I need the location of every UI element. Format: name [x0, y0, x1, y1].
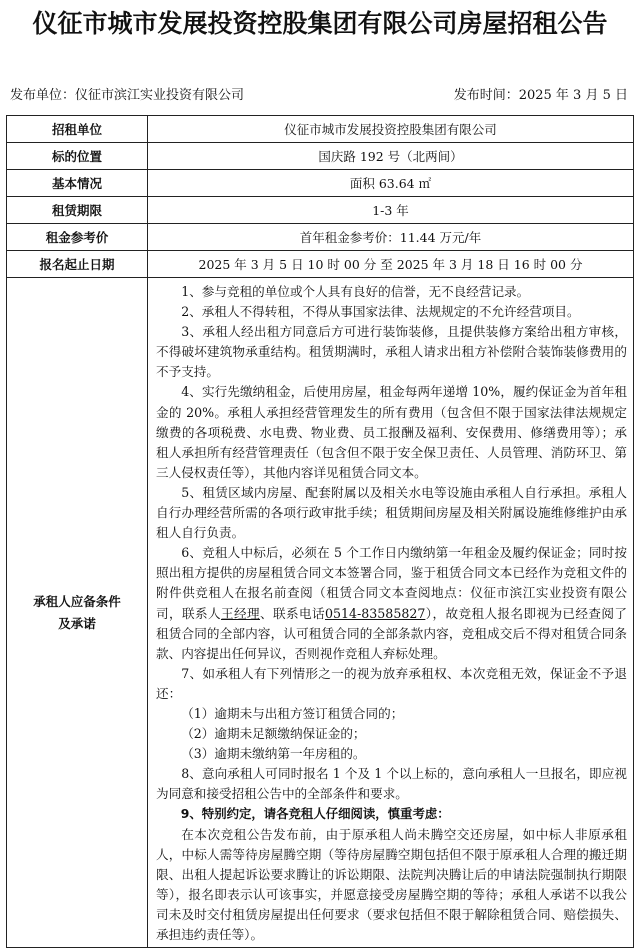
terms-row: [7, 278, 634, 948]
row-value: 2025 年 3 月 5 日 10 时 00 分 至 2025 年 3 月 18 日 16 时 00 分: [148, 251, 634, 278]
terms-label-line: 及承诺: [58, 615, 96, 631]
table-row: [7, 224, 634, 251]
term-paragraph: 4、实行先缴纳租金，后使用房屋，租金每两年递增 10%，履约保证金为首年租金的 20%。承租人承担经营管理发生的所有费用（包含但不限于国家法律法规规定缴费的各项税费、水电费、物业费、员工报酬及福利、安保费用、修缮费用等）；承租人承担所有经营管理责任（包含但不限于安全保卫责任、人员管理、消防环卫、第三人侵权责任等），其他内容详见租赁合同文本。: [156, 384, 627, 480]
row-label: 租金参考价: [7, 224, 148, 251]
row-label: 报名起止日期: [7, 251, 148, 278]
term-paragraph: 1、参与竞租的单位或个人具有良好的信誉，无不良经营记录。: [181, 284, 530, 299]
terms-label-line: 承租人应备条件: [33, 593, 121, 609]
row-label: 租赁期限: [7, 197, 148, 224]
term-sub-item: （3）逾期未缴纳第一年房租的。: [181, 746, 366, 762]
term-paragraph: 8、意向承租人可同时报名 1 个及 1 个以上标的，意向承租人一旦报名，即应视为同意和接受招租公告中的全部条件和要求。: [156, 766, 627, 802]
term-text: 6、竞租人中标后，必须在 5 个工作日内缴纳第一年租金及履约保证金；同时按照出租方提供的房屋租赁合同文本签署合同，鉴于租赁合同文本已经作为竞租文件的附件供竞租人在报名前查阅（租赁合同文本查阅地点：仪征市滨江实业投资有限公司，联系人: [156, 545, 627, 621]
contact-person: 王经理: [220, 605, 260, 621]
term-sub-item: （1）逾期未与出租方签订租赁合同的；: [181, 705, 404, 721]
table-row: [7, 251, 634, 278]
terms-content: [148, 278, 634, 948]
term-sub-item: （2）逾期未足额缴纳保证金的；: [181, 726, 366, 742]
term-paragraph: 2、承租人不得转租，不得从事国家法律、法规规定的不允许经营项目。: [181, 304, 580, 320]
term-paragraph: 5、租赁区域内房屋、配套附属以及相关水电等设施由承租人自行承担。承租人自行办理经营所需的各项行政审批手续；租赁期间房屋及相关附属设施维修维护由承租人自行负责。: [156, 484, 627, 541]
lease-info-table: [6, 115, 634, 948]
publisher-info: 发布单位：仪征市滨江实业投资有限公司: [10, 88, 245, 103]
row-value: 首年租金参考价：11.44 万元/年: [148, 224, 634, 251]
contact-phone: 0514-83585827: [324, 605, 426, 621]
row-value: 1-3 年: [148, 197, 634, 224]
row-label: 标的位置: [7, 143, 148, 170]
term-paragraph: [156, 543, 627, 664]
term-text: 、联系电话: [259, 605, 325, 621]
table-row: [7, 143, 634, 170]
term-text: ），故竞租人报名即视为已经查阅了租赁合同的全部内容，认可租赁合同的全部条款内容，竞租成交后不得对租赁合同条款、内容提出任何异议，否则视作竞租人弃标处理。: [156, 605, 628, 661]
table-row: [7, 197, 634, 224]
table-row: [7, 170, 634, 197]
term-paragraph: 3、承租人经出租方同意后方可进行装饰装修，且提供装修方案给出租方审核，不得破坏建筑物承重结构。租赁期满时，承租人请求出租方补偿附合装饰装修费用的不予支持。: [156, 324, 627, 380]
row-label: 招租单位: [7, 116, 148, 143]
special-agreement-heading: 9、特别约定，请各竞租人仔细阅读，慎重考虑：: [180, 806, 450, 822]
row-label: 基本情况: [7, 170, 148, 197]
page-title: 仪征市城市发展投资控股集团有限公司房屋招租公告: [32, 9, 608, 38]
term-paragraph: 7、如承租人有下列情形之一的视为放弃承租权、本次竞租无效，保证金不予退还：: [156, 665, 627, 701]
terms-label: [7, 278, 148, 948]
row-value: 面积 63.64 ㎡: [148, 170, 634, 197]
table-row: [7, 116, 634, 143]
term-paragraph: 在本次竞租公告发布前，由于原承租人尚未腾空交还房屋，如中标人非原承租人，中标人需等待房屋腾空期（等待房屋腾空期包括但不限于原承租人合理的搬迁期限、出租人提起诉讼要求腾让的诉讼期限、法院判决腾让后的申请法院强制执行期限等），报名即表示认可该事实，并愿意接受房屋腾空期的等待；承租人承诺不以我公司未及时交付租赁房屋提出任何要求（要求包括但不限于解除租赁合同、赔偿损失、承担违约责任等）。: [156, 826, 627, 942]
publish-time: 发布时间：2025 年 3 月 5 日: [453, 88, 628, 103]
row-value: 国庆路 192 号（北两间）: [148, 143, 634, 170]
row-value: 仪征市城市发展投资控股集团有限公司: [148, 116, 634, 143]
